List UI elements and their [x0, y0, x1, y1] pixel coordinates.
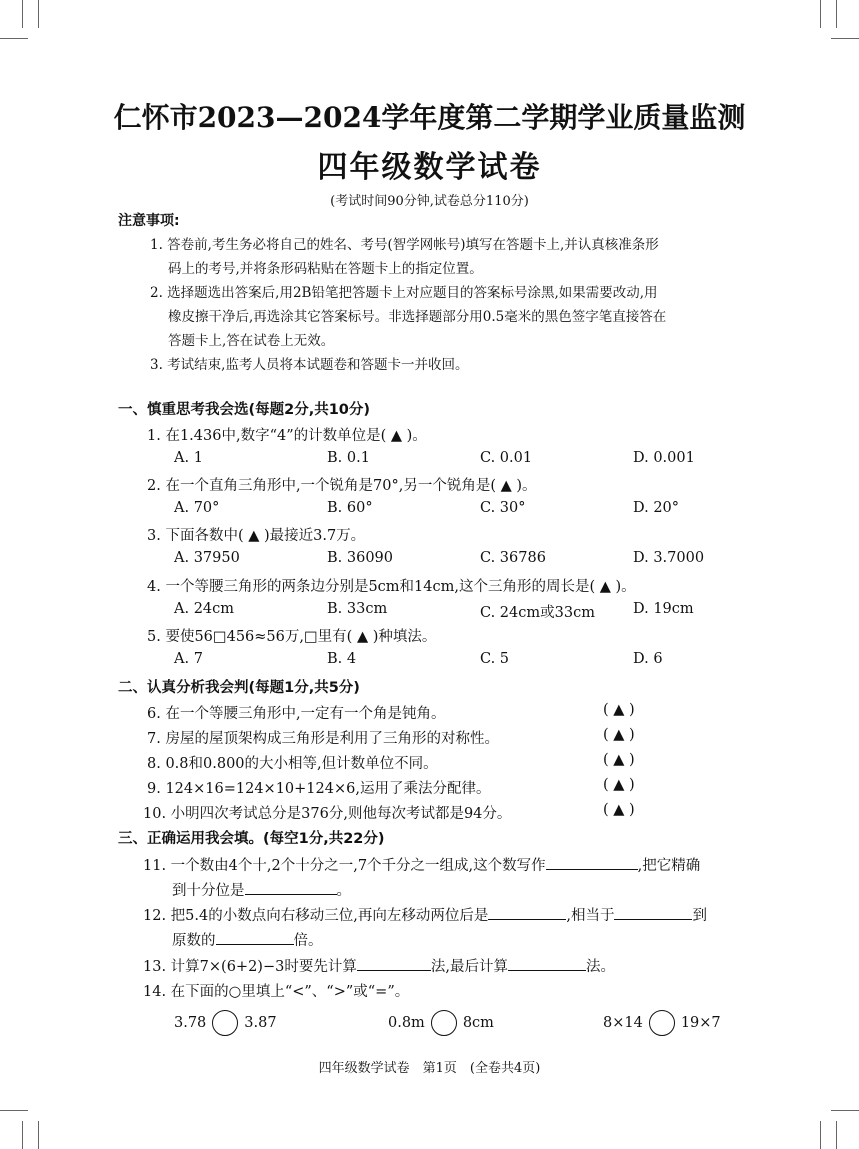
answer-blank [508, 956, 586, 971]
question-text: 到 [692, 908, 707, 924]
crop-mark [22, 1121, 23, 1149]
notice-item-2-cont: 橡皮擦干净后,再选涂其它答案标号。非选择题部分用0.5毫米的黑色签字笔直接答在 [168, 309, 667, 325]
question-6: 6. 在一个等腰三角形中,一定有一个角是钝角。 [147, 706, 446, 722]
compare-left: 8×14 [603, 1015, 643, 1031]
notice-item-2: 2. 选择题选出答案后,用2B铅笔把答题卡上对应题目的答案标号涂黑,如果需要改动,用 [150, 285, 658, 301]
compare-item [603, 1010, 721, 1036]
question-14: 14. 在下面的○里填上“<”、“>”或“=”。 [143, 984, 410, 1000]
option: C. 24cm或33cm [480, 605, 595, 621]
question-text: 原数的 [172, 933, 216, 949]
option: A. 1 [174, 450, 203, 466]
notice-item-3: 3. 考试结束,监考人员将本试题卷和答题卡一并收回。 [150, 357, 469, 373]
question-8: 8. 0.8和0.800的大小相等,但计数单位不同。 [147, 756, 438, 772]
answer-mark: ( ▲ ) [603, 702, 635, 718]
option: B. 60° [327, 500, 373, 516]
question-text: 到十分位是 [172, 883, 245, 899]
crop-mark [38, 0, 39, 28]
question-text: 法。 [585, 959, 615, 975]
question-text: 13. 计算7×(6+2)−3时要先计算 [143, 959, 357, 975]
answer-blank [216, 930, 294, 945]
answer-mark: ( ▲ ) [603, 752, 635, 768]
option: D. 20° [633, 500, 680, 516]
option: D. 19cm [633, 601, 694, 617]
answer-blank [245, 880, 337, 895]
option: B. 0.1 [327, 450, 370, 466]
compare-right: 3.87 [244, 1015, 277, 1031]
question-3: 3. 下面各数中( ▲ )最接近3.7万。 [147, 528, 366, 544]
question-12-cont [172, 929, 323, 950]
crop-mark [38, 1121, 39, 1149]
option: D. 3.7000 [633, 550, 705, 566]
notice-item-2-cont2: 答题卡上,答在试卷上无效。 [168, 333, 335, 349]
question-11 [143, 854, 700, 875]
question-13 [143, 955, 615, 976]
question-text: 。 [336, 883, 351, 899]
crop-mark [0, 1110, 28, 1111]
crop-mark [820, 1121, 821, 1149]
answer-blank [488, 905, 566, 920]
option: A. 7 [174, 651, 203, 667]
crop-mark [836, 0, 837, 28]
question-text: 倍。 [293, 933, 323, 949]
crop-mark [22, 0, 23, 28]
option: B. 4 [327, 651, 357, 667]
crop-mark [0, 38, 28, 39]
crop-mark [820, 0, 821, 28]
question-9: 9. 124×16=124×10+124×6,运用了乘法分配律。 [147, 781, 491, 797]
option: C. 0.01 [480, 450, 533, 466]
question-text: ,把它精确 [637, 858, 701, 874]
option: B. 33cm [327, 601, 388, 617]
exam-subtitle: 四年级数学试卷 [317, 150, 542, 185]
crop-mark [831, 38, 859, 39]
section-heading: 三、正确运用我会填。(每空1分,共22分) [118, 831, 385, 847]
section-heading: 一、慎重思考我会选(每题2分,共10分) [118, 402, 371, 418]
compare-left: 0.8m [388, 1015, 425, 1031]
question-5: 5. 要使56□456≈56万,□里有( ▲ )种填法。 [147, 629, 437, 645]
option: C. 30° [480, 500, 526, 516]
question-text: 12. 把5.4的小数点向右移动三位,再向左移动两位后是 [143, 908, 489, 924]
answer-blank [357, 956, 431, 971]
option: A. 37950 [174, 550, 240, 566]
question-4: 4. 一个等腰三角形的两条边分别是5cm和14cm,这个三角形的周长是( ▲ )。 [147, 579, 636, 595]
notice-item-1: 1. 答卷前,考生务必将自己的姓名、考号(智学网帐号)填写在答题卡上,并认真核准条形 [150, 237, 659, 253]
question-11-cont [172, 879, 351, 900]
option: B. 36090 [327, 550, 394, 566]
option: A. 24cm [174, 601, 235, 617]
question-2: 2. 在一个直角三角形中,一个锐角是70°,另一个锐角是( ▲ )。 [147, 478, 537, 494]
compare-circle [431, 1010, 457, 1036]
answer-mark: ( ▲ ) [603, 777, 635, 793]
crop-mark [836, 1121, 837, 1149]
option: C. 36786 [480, 550, 546, 566]
notice-item-1-cont: 码上的考号,并将条形码粘贴在答题卡上的指定位置。 [168, 261, 483, 277]
answer-mark: ( ▲ ) [603, 802, 635, 818]
compare-circle [212, 1010, 238, 1036]
answer-mark: ( ▲ ) [603, 727, 635, 743]
question-7: 7. 房屋的屋顶架构成三角形是利用了三角形的对称性。 [147, 731, 499, 747]
question-12 [143, 904, 707, 925]
option: C. 5 [480, 651, 510, 667]
question-text: ,相当于 [566, 908, 615, 924]
compare-item [388, 1010, 494, 1036]
compare-right: 19×7 [680, 1015, 721, 1031]
question-10: 10. 小明四次考试总分是376分,则他每次考试都是94分。 [143, 806, 512, 822]
question-text: 法,最后计算 [430, 959, 508, 975]
option: D. 6 [633, 651, 663, 667]
answer-blank [546, 855, 638, 870]
compare-item [174, 1010, 277, 1036]
exam-info: (考试时间90分钟,试卷总分110分) [330, 194, 529, 209]
crop-mark [831, 1110, 859, 1111]
question-1: 1. 在1.436中,数字“4”的计数单位是( ▲ )。 [147, 428, 427, 444]
exam-title: 仁怀市2023—2024学年度第二学期学业质量监测 [113, 101, 746, 134]
compare-circle [649, 1010, 675, 1036]
page-footer: 四年级数学试卷 第1页 (全卷共4页) [318, 1061, 541, 1076]
option: A. 70° [174, 500, 220, 516]
compare-left: 3.78 [174, 1015, 207, 1031]
question-text: 11. 一个数由4个十,2个十分之一,7个千分之一组成,这个数写作 [143, 858, 546, 874]
answer-blank [614, 905, 692, 920]
compare-right: 8cm [462, 1015, 494, 1031]
section-heading: 二、认真分析我会判(每题1分,共5分) [118, 680, 360, 696]
notice-heading: 注意事项: [118, 213, 180, 229]
option: D. 0.001 [633, 450, 695, 466]
